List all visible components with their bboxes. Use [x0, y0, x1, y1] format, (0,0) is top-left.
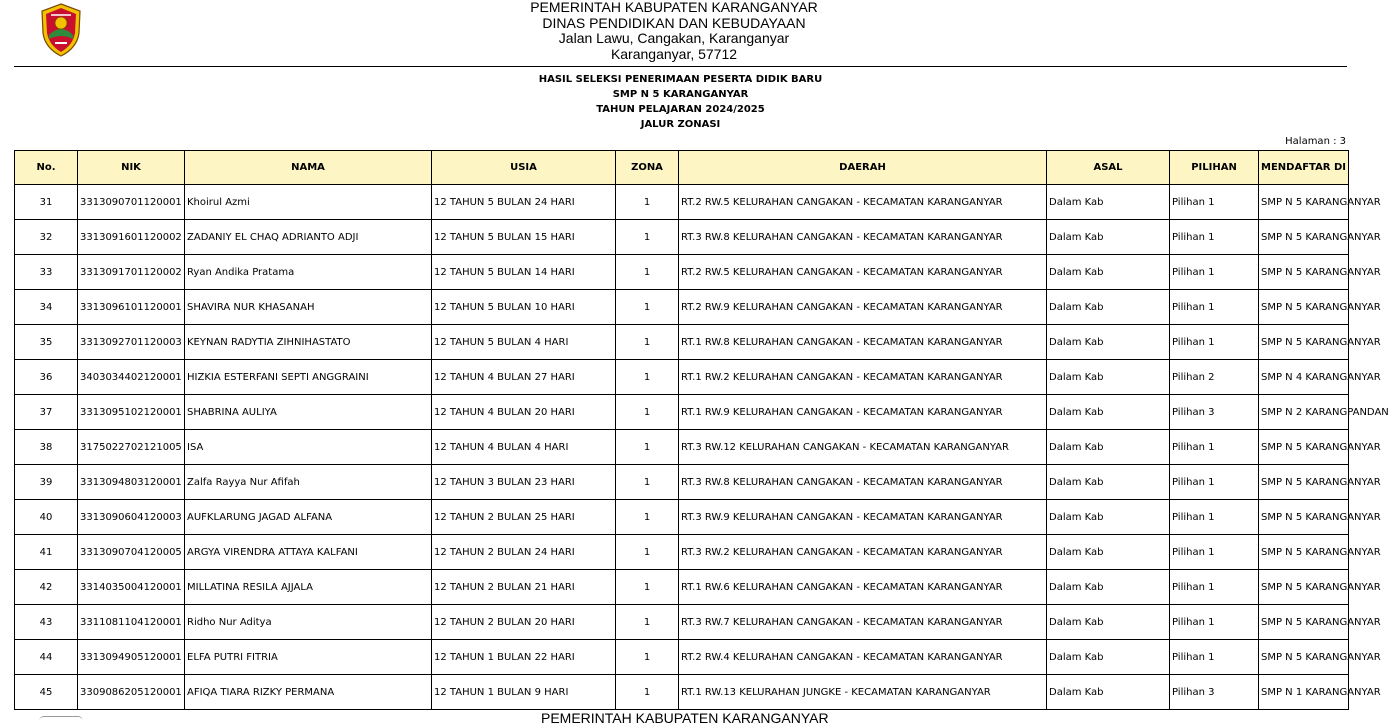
cell-mendaftar: SMP N 5 KARANGANYAR [1259, 570, 1349, 605]
letterhead [0, 0, 1361, 66]
letterhead-divider [14, 66, 1347, 67]
cell-no: 42 [15, 570, 78, 605]
cell-no: 31 [15, 185, 78, 220]
col-header-pilihan: PILIHAN [1170, 151, 1259, 185]
cell-asal: Dalam Kab [1047, 290, 1170, 325]
cell-zona: 1 [616, 605, 679, 640]
col-header-no: No. [15, 151, 78, 185]
cell-mendaftar: SMP N 5 KARANGANYAR [1259, 185, 1349, 220]
cell-asal: Dalam Kab [1047, 570, 1170, 605]
table-row [15, 360, 1349, 395]
results-table [14, 150, 1389, 710]
cell-mendaftar: SMP N 5 KARANGANYAR [1259, 255, 1349, 290]
table-body [15, 185, 1389, 710]
cell-no: 37 [15, 395, 78, 430]
col-header-nik: NIK [78, 151, 185, 185]
cell-pilihan: Pilihan 1 [1170, 290, 1259, 325]
cell-usia: 12 TAHUN 2 BULAN 20 HARI [432, 605, 616, 640]
cell-nama: Khoirul Azmi [185, 185, 432, 220]
cell-pilihan: Pilihan 3 [1170, 395, 1259, 430]
table-row [15, 675, 1349, 710]
cell-nik: 3313094803120001 [78, 465, 185, 500]
cell-zona: 1 [616, 220, 679, 255]
cell-nik: 3313095102120001 [78, 395, 185, 430]
cell-nama: ARGYA VIRENDRA ATTAYA KALFANI [185, 535, 432, 570]
cell-mendaftar: SMP N 5 KARANGANYAR [1259, 500, 1349, 535]
title-line-2: SMP N 5 KARANGANYAR [612, 89, 749, 100]
cell-nik: 3311081104120001 [78, 605, 185, 640]
cell-asal: Dalam Kab [1047, 255, 1170, 290]
agency-name: PEMERINTAH KABUPATEN KARANGANYAR [530, 0, 818, 15]
table-row [15, 325, 1349, 360]
cell-daerah: RT.2 RW.9 KELURAHAN CANGAKAN - KECAMATAN KARANGANYAR [679, 290, 1047, 325]
cell-asal: Dalam Kab [1047, 325, 1170, 360]
cell-nik: 3313092701120003 [78, 325, 185, 360]
cell-daerah: RT.2 RW.5 KELURAHAN CANGAKAN - KECAMATAN KARANGANYAR [679, 185, 1047, 220]
cell-zona: 1 [616, 185, 679, 220]
cell-no: 40 [15, 500, 78, 535]
cell-daerah: RT.1 RW.6 KELURAHAN CANGAKAN - KECAMATAN KARANGANYAR [679, 570, 1047, 605]
cell-pilihan: Pilihan 1 [1170, 185, 1259, 220]
cell-nik: 3175022702121005 [78, 430, 185, 465]
table-row [15, 535, 1349, 570]
cell-asal: Dalam Kab [1047, 360, 1170, 395]
table-row [15, 570, 1349, 605]
cell-mendaftar: SMP N 1 KARANGANYAR [1259, 675, 1349, 710]
cell-nik: 3313091701120002 [78, 255, 185, 290]
cell-pilihan: Pilihan 1 [1170, 220, 1259, 255]
cell-asal: Dalam Kab [1047, 220, 1170, 255]
address-city: Karanganyar, 57712 [610, 45, 738, 62]
cell-nama: SHABRINA AULIYA [185, 395, 432, 430]
cell-asal: Dalam Kab [1047, 430, 1170, 465]
cell-nama: MILLATINA RESILA AJJALA [185, 570, 432, 605]
cell-usia: 12 TAHUN 5 BULAN 24 HARI [432, 185, 616, 220]
cell-mendaftar: SMP N 5 KARANGANYAR [1259, 325, 1349, 360]
cell-mendaftar: SMP N 2 KARANGPANDAN [1259, 395, 1349, 430]
cell-usia: 12 TAHUN 4 BULAN 27 HARI [432, 360, 616, 395]
cell-zona: 1 [616, 465, 679, 500]
cell-pilihan: Pilihan 1 [1170, 255, 1259, 290]
col-header-zona: ZONA [616, 151, 679, 185]
letterhead-text [474, 0, 874, 62]
karanganyar-emblem-icon [39, 3, 83, 57]
cell-nama: Zalfa Rayya Nur Afifah [185, 465, 432, 500]
cell-mendaftar: SMP N 5 KARANGANYAR [1259, 535, 1349, 570]
cell-pilihan: Pilihan 1 [1170, 430, 1259, 465]
cell-nik: 3313094905120001 [78, 640, 185, 675]
cell-zona: 1 [616, 290, 679, 325]
title-line-1: HASIL SELEKSI PENERIMAAN PESERTA DIDIK BARU [538, 74, 823, 85]
cell-daerah: RT.3 RW.7 KELURAHAN CANGAKAN - KECAMATAN KARANGANYAR [679, 605, 1047, 640]
cell-zona: 1 [616, 570, 679, 605]
cell-daerah: RT.3 RW.8 KELURAHAN CANGAKAN - KECAMATAN KARANGANYAR [679, 465, 1047, 500]
cell-pilihan: Pilihan 1 [1170, 640, 1259, 675]
cell-mendaftar: SMP N 5 KARANGANYAR [1259, 290, 1349, 325]
col-header-mendaftar: MENDAFTAR DI [1259, 151, 1349, 185]
cell-usia: 12 TAHUN 3 BULAN 23 HARI [432, 465, 616, 500]
cell-nik: 3313090701120001 [78, 185, 185, 220]
cell-no: 44 [15, 640, 78, 675]
next-page-header: PEMERINTAH KABUPATEN KARANGANYAR [541, 710, 829, 726]
next-page-emblem-icon [39, 716, 83, 721]
table-row [15, 185, 1349, 220]
cell-nama: Ridho Nur Aditya [185, 605, 432, 640]
cell-nama: AUFKLARUNG JAGAD ALFANA [185, 500, 432, 535]
table-row [15, 255, 1349, 290]
cell-usia: 12 TAHUN 5 BULAN 4 HARI [432, 325, 616, 360]
cell-asal: Dalam Kab [1047, 605, 1170, 640]
cell-nama: HIZKIA ESTERFANI SEPTI ANGGRAINI [185, 360, 432, 395]
cell-usia: 12 TAHUN 4 BULAN 4 HARI [432, 430, 616, 465]
cell-asal: Dalam Kab [1047, 675, 1170, 710]
cell-nik: 3403034402120001 [78, 360, 185, 395]
cell-daerah: RT.1 RW.2 KELURAHAN CANGAKAN - KECAMATAN KARANGANYAR [679, 360, 1047, 395]
cell-nama: ISA [185, 430, 432, 465]
title-line-3: TAHUN PELAJARAN 2024/2025 [596, 104, 765, 115]
cell-asal: Dalam Kab [1047, 640, 1170, 675]
cell-no: 41 [15, 535, 78, 570]
col-header-usia: USIA [432, 151, 616, 185]
cell-pilihan: Pilihan 1 [1170, 465, 1259, 500]
cell-zona: 1 [616, 255, 679, 290]
table-row [15, 395, 1349, 430]
cell-usia: 12 TAHUN 5 BULAN 15 HARI [432, 220, 616, 255]
table-row [15, 605, 1349, 640]
cell-mendaftar: SMP N 5 KARANGANYAR [1259, 465, 1349, 500]
cell-daerah: RT.2 RW.4 KELURAHAN CANGAKAN - KECAMATAN KARANGANYAR [679, 640, 1047, 675]
cell-usia: 12 TAHUN 2 BULAN 24 HARI [432, 535, 616, 570]
table-row [15, 465, 1349, 500]
cell-usia: 12 TAHUN 1 BULAN 22 HARI [432, 640, 616, 675]
cell-usia: 12 TAHUN 2 BULAN 21 HARI [432, 570, 616, 605]
cell-pilihan: Pilihan 1 [1170, 605, 1259, 640]
cell-zona: 1 [616, 430, 679, 465]
table-row [15, 500, 1349, 535]
cell-pilihan: Pilihan 3 [1170, 675, 1259, 710]
table-row [15, 290, 1349, 325]
cell-mendaftar: SMP N 5 KARANGANYAR [1259, 605, 1349, 640]
cell-nama: KEYNAN RADYTIA ZIHNIHASTATO [185, 325, 432, 360]
cell-asal: Dalam Kab [1047, 395, 1170, 430]
cell-nik: 3313090704120005 [78, 535, 185, 570]
cell-nama: Ryan Andika Pratama [185, 255, 432, 290]
cell-no: 38 [15, 430, 78, 465]
cell-daerah: RT.1 RW.13 KELURAHAN JUNGKE - KECAMATAN KARANGANYAR [679, 675, 1047, 710]
cell-zona: 1 [616, 500, 679, 535]
cell-nik: 3313096101120001 [78, 290, 185, 325]
cell-nik: 3313090604120003 [78, 500, 185, 535]
col-header-daerah: DAERAH [679, 151, 1047, 185]
cell-nama: ELFA PUTRI FITRIA [185, 640, 432, 675]
address-street: Jalan Lawu, Cangakan, Karanganyar [558, 30, 790, 46]
cell-no: 33 [15, 255, 78, 290]
cell-mendaftar: SMP N 4 KARANGANYAR [1259, 360, 1349, 395]
page-number: Halaman : 3 [1285, 136, 1346, 147]
cell-zona: 1 [616, 360, 679, 395]
cell-asal: Dalam Kab [1047, 500, 1170, 535]
cell-no: 43 [15, 605, 78, 640]
cell-daerah: RT.2 RW.5 KELURAHAN CANGAKAN - KECAMATAN KARANGANYAR [679, 255, 1047, 290]
table-row [15, 220, 1349, 255]
cell-daerah: RT.1 RW.8 KELURAHAN CANGAKAN - KECAMATAN KARANGANYAR [679, 325, 1047, 360]
cell-mendaftar: SMP N 5 KARANGANYAR [1259, 220, 1349, 255]
cell-no: 32 [15, 220, 78, 255]
cell-nik: 3313091601120002 [78, 220, 185, 255]
cell-nik: 3314035004120001 [78, 570, 185, 605]
cell-zona: 1 [616, 325, 679, 360]
col-header-nama: NAMA [185, 151, 432, 185]
cell-usia: 12 TAHUN 2 BULAN 25 HARI [432, 500, 616, 535]
cell-no: 35 [15, 325, 78, 360]
cell-no: 36 [15, 360, 78, 395]
cell-asal: Dalam Kab [1047, 535, 1170, 570]
cell-usia: 12 TAHUN 1 BULAN 9 HARI [432, 675, 616, 710]
cell-daerah: RT.3 RW.8 KELURAHAN CANGAKAN - KECAMATAN KARANGANYAR [679, 220, 1047, 255]
cell-nama: AFIQA TIARA RIZKY PERMANA [185, 675, 432, 710]
cell-pilihan: Pilihan 1 [1170, 535, 1259, 570]
cell-mendaftar: SMP N 5 KARANGANYAR [1259, 640, 1349, 675]
table-row [15, 430, 1349, 465]
cell-daerah: RT.3 RW.2 KELURAHAN CANGAKAN - KECAMATAN KARANGANYAR [679, 535, 1047, 570]
cell-zona: 1 [616, 535, 679, 570]
cell-pilihan: Pilihan 1 [1170, 570, 1259, 605]
cell-zona: 1 [616, 640, 679, 675]
cell-zona: 1 [616, 395, 679, 430]
cell-daerah: RT.1 RW.9 KELURAHAN CANGAKAN - KECAMATAN KARANGANYAR [679, 395, 1047, 430]
cell-no: 39 [15, 465, 78, 500]
cell-nik: 3309086205120001 [78, 675, 185, 710]
cell-nama: SHAVIRA NUR KHASANAH [185, 290, 432, 325]
cell-asal: Dalam Kab [1047, 185, 1170, 220]
cell-pilihan: Pilihan 1 [1170, 325, 1259, 360]
col-header-asal: ASAL [1047, 151, 1170, 185]
table-header-row [15, 151, 1349, 185]
cell-pilihan: Pilihan 1 [1170, 500, 1259, 535]
cell-zona: 1 [616, 675, 679, 710]
cell-nama: ZADANIY EL CHAQ ADRIANTO ADJI [185, 220, 432, 255]
cell-no: 34 [15, 290, 78, 325]
cell-usia: 12 TAHUN 4 BULAN 20 HARI [432, 395, 616, 430]
cell-usia: 12 TAHUN 5 BULAN 14 HARI [432, 255, 616, 290]
cell-daerah: RT.3 RW.12 KELURAHAN CANGAKAN - KECAMATAN KARANGANYAR [679, 430, 1047, 465]
cell-mendaftar: SMP N 5 KARANGANYAR [1259, 430, 1349, 465]
report-title [0, 72, 1361, 132]
title-line-4: JALUR ZONASI [640, 119, 721, 130]
cell-daerah: RT.3 RW.9 KELURAHAN CANGAKAN - KECAMATAN KARANGANYAR [679, 500, 1047, 535]
table-row [15, 640, 1349, 675]
cell-pilihan: Pilihan 2 [1170, 360, 1259, 395]
department-name: DINAS PENDIDIKAN DAN KEBUDAYAAN [542, 14, 806, 31]
cell-no: 45 [15, 675, 78, 710]
cell-usia: 12 TAHUN 5 BULAN 10 HARI [432, 290, 616, 325]
cell-asal: Dalam Kab [1047, 465, 1170, 500]
